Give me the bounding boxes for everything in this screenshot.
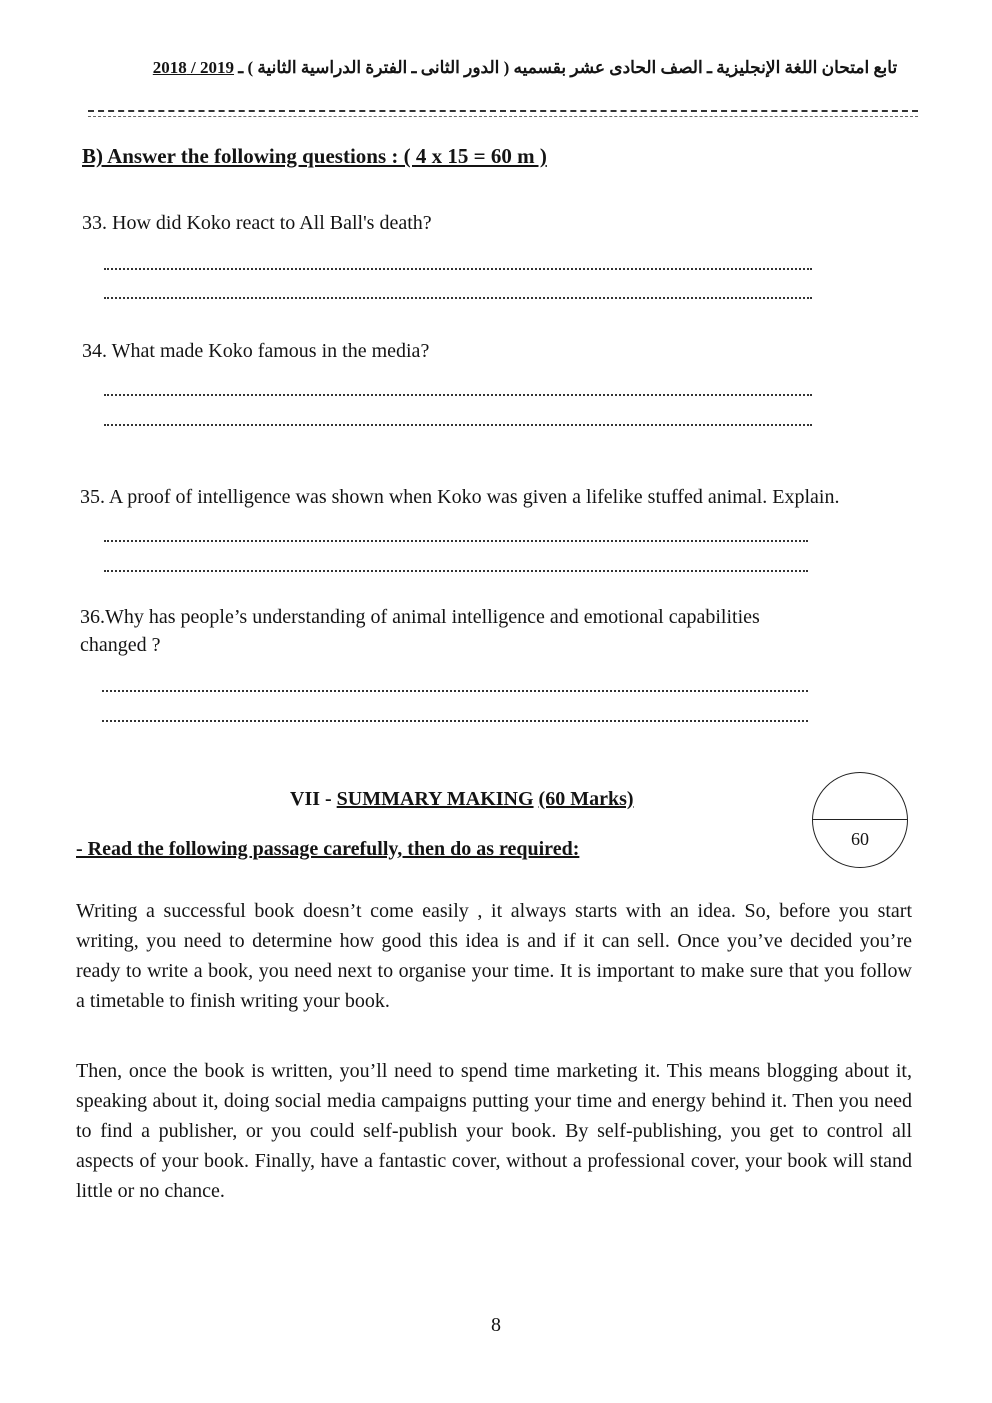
answer-line-33-2[interactable]: [104, 297, 812, 299]
exam-header-title: تابع امتحان اللغة الإنجليزية ـ الصف الحادى عشر بقسميه ( الدور الثانى ـ الفترة الدراسية الثانية ) ـ: [238, 58, 898, 77]
answer-line-35-2[interactable]: [104, 570, 808, 572]
header-divider-secondary: [88, 116, 918, 117]
section-vii-heading: [290, 788, 634, 811]
score-circle-divider: [813, 819, 907, 820]
answer-line-33-1[interactable]: [104, 268, 812, 270]
exam-year: 2019 / 2018: [152, 58, 235, 77]
answer-line-36-2[interactable]: [102, 720, 808, 722]
score-circle: [812, 772, 908, 868]
exam-header: [140, 58, 910, 78]
question-34: 34. What made Koko famous in the media?: [82, 340, 430, 362]
section-b-heading: B) Answer the following questions : ( 4 x 15 = 60 m ): [82, 144, 547, 168]
question-36-continued: changed ?: [80, 634, 161, 656]
passage-instruction: - Read the following passage carefully, then do as required:: [76, 838, 580, 860]
answer-line-34-1[interactable]: [104, 394, 812, 396]
passage-paragraph-2: Then, once the book is written, you’ll need to spend time marketing it. This means blogging about it, speaking about it, doing social media campaigns putting your time and energy behind it. Then you need to find a publisher, or you could self-publish your book. By self-publishing, you get to control all aspects of your book. Finally, have a fantastic cover, without a professional cover, your book will stand little or no chance.: [76, 1060, 912, 1202]
answer-line-36-1[interactable]: [102, 690, 808, 692]
question-33: 33. How did Koko react to All Ball's death?: [82, 212, 432, 234]
answer-line-34-2[interactable]: [104, 424, 812, 426]
section-vii-title: SUMMARY MAKING: [336, 788, 534, 810]
answer-line-35-1[interactable]: [104, 540, 808, 542]
question-35: 35. A proof of intelligence was shown when Koko was given a lifelike stuffed animal. Explain.: [80, 486, 840, 508]
page-number: 8: [491, 1314, 501, 1336]
question-36: 36.Why has people’s understanding of animal intelligence and emotional capabilities: [80, 606, 760, 628]
section-vii-prefix: VII -: [290, 788, 337, 810]
score-circle-total: 60: [851, 829, 869, 849]
header-divider: [88, 110, 918, 112]
passage-paragraph-1: Writing a successful book doesn’t come easily , it always starts with an idea. So, before you start writing, you need to determine how good this idea is and if it can sell. Once you’ve decided you’re ready to write a book, you need next to organise your time. It is important to make sure that you follow a timetable to finish writing your book.: [76, 900, 912, 1012]
section-vii-marks: (60 Marks): [538, 788, 634, 810]
